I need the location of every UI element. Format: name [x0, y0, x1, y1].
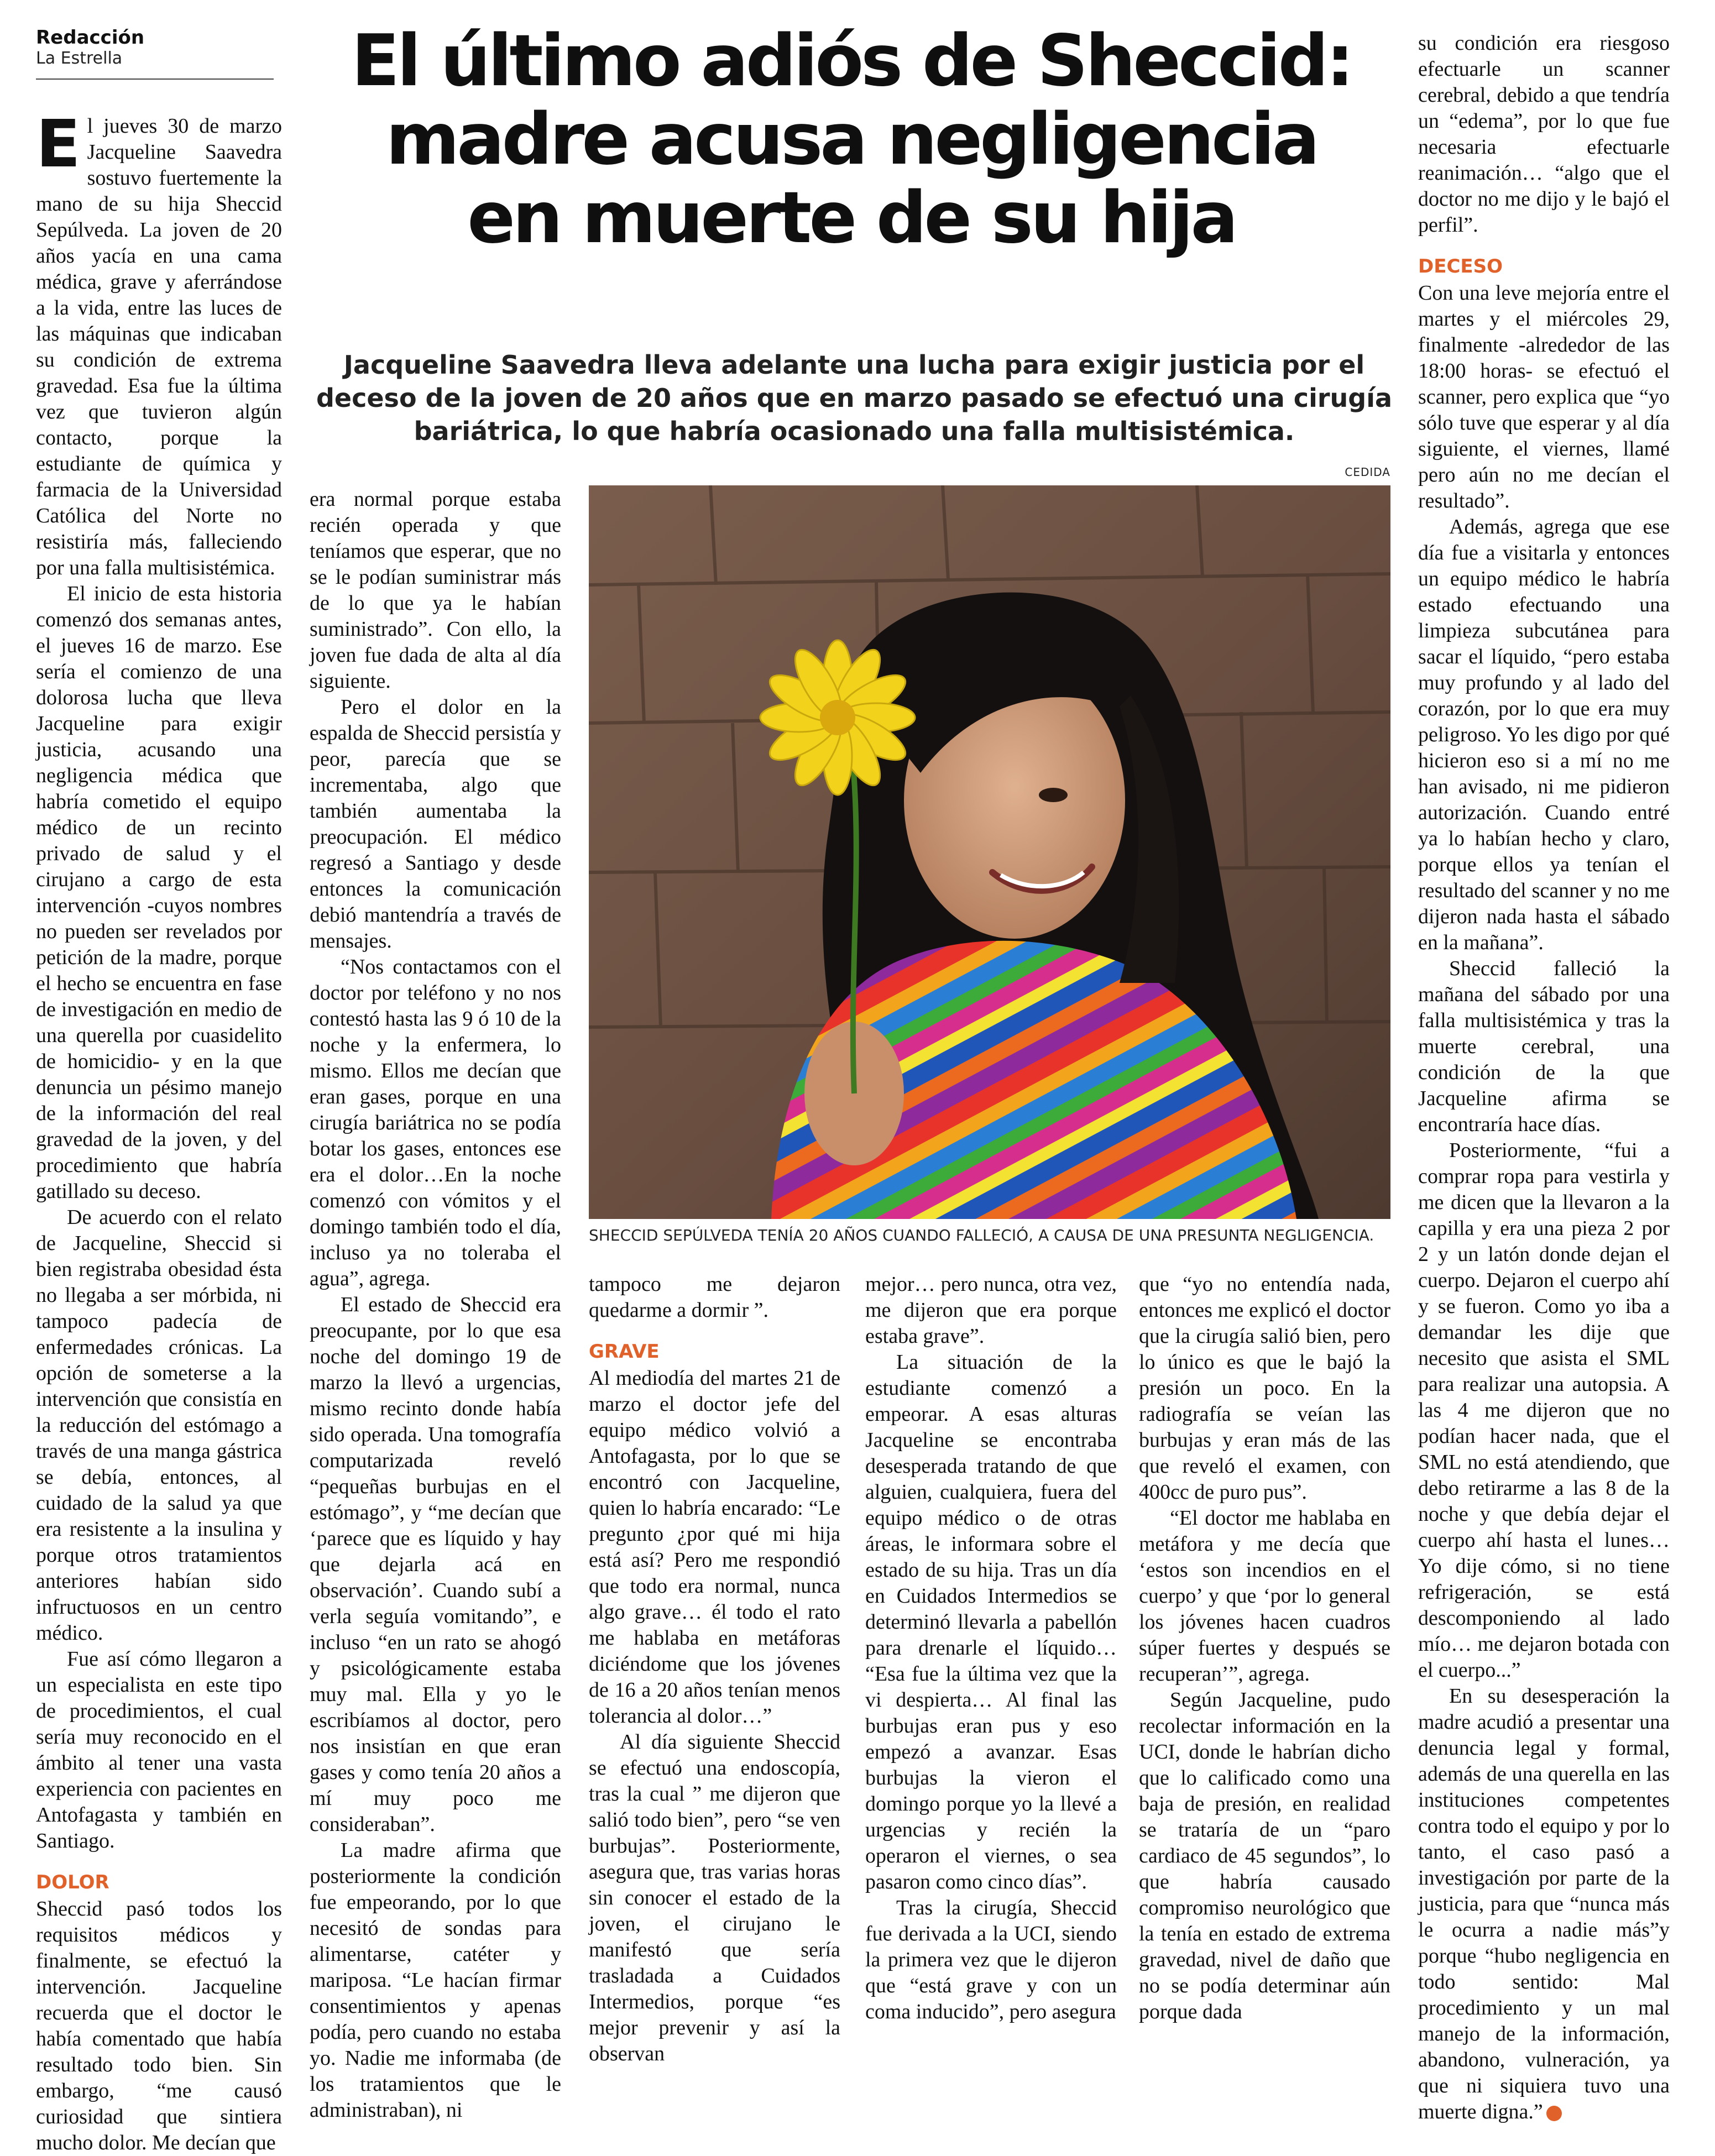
drop-cap: E — [36, 106, 81, 182]
end-of-article-icon: ✪ — [1546, 2106, 1562, 2121]
article-photo — [589, 485, 1390, 1219]
article-column-6 — [1418, 30, 1670, 2125]
paragraph: La madre afirma que posteriormente la condición fue empeorando, por lo que necesitó de sondas para alimentarse, catéter y mariposa. “Le hacían firmar consentimientos y apenas podía, pero cuando no estaba yo. Nadie me informaba (de los tratamientos que le administraban), ni — [310, 1839, 561, 2122]
paragraph: su condición era riesgoso efectuarle un scanner cerebral, debido a que tendría un “edema”, por lo que fue necesaria efectuarle reanimación… “algo que el doctor no me dijo y le bajó el perfil”. — [1418, 32, 1670, 237]
article-column-1 — [36, 106, 282, 2156]
section-heading-grave: GRAVE — [589, 1341, 660, 1363]
paragraph: Sheccid pasó todos los requisitos médicos y finalmente, se efectuó la intervención. Jacqueline recuerda que el doctor le había comentado que había resultado todo bien. Sin embargo, “me causó curiosidad que sintiera mucho dolor. Me decían que — [36, 1897, 282, 2154]
paragraph: Posteriormente, “fui a comprar ropa para vestirla y me dicen que la llevaron a la capilla y era una pieza 2 por 2 y un latón donde dejan el cuerpo. Dejaron el cuerpo ahí y se fueron. Como yo iba a demandar les dije que necesito que asista el SML para realizar una autopsia. A las 4 me dijeron que no podían hacer nada, que el SML no está atendiendo, que debo retirarme a las 8 de la noche y que debía dejar el cuerpo ahí hasta el lunes… Yo dije cómo, si no tiene refrigeración, se está descomponiendo al lado mío… me dejaron botada con el cuerpo...” — [1418, 1139, 1670, 1682]
author-name: Redacción — [36, 27, 145, 49]
publication-name: La Estrella — [36, 49, 123, 68]
paragraph-text: En su desesperación la madre acudió a presentar una denuncia legal y formal, además de una querella en las instituciones competentes contra todo el equipo y por lo tanto, el caso pasó a investigación por parte de la justicia, para que “nunca más le ocurra a nadie más”y porque “hubo negligencia en todo sentido: Mal procedimiento y un mal manejo de la información, abandono, vulneración, ya que ni siquiera tuvo una muerte digna.” — [1418, 1684, 1670, 2123]
byline — [36, 27, 274, 80]
paragraph: tampoco me dejaron quedarme a dormir ”. — [589, 1273, 840, 1322]
paragraph: mejor… pero nunca, otra vez, me dijeron que era porque estaba grave”. — [865, 1273, 1117, 1348]
deck-subtitle: Jacqueline Saavedra lleva adelante una lucha para exigir justicia por el deceso de la joven de 20 años que en marzo pasado se efectuó una cirugía bariátrica, lo que habría ocasionado una falla multisistémica. — [316, 350, 1393, 446]
headline-line-1: El último adiós de Sheccid: — [351, 20, 1352, 102]
article-column-4 — [865, 1271, 1117, 2025]
paragraph — [1418, 1683, 1670, 2125]
paragraph: Al mediodía del martes 21 de marzo el doctor jefe del equipo médico volvió a Antofagasta, por lo que se encontró con Jacqueline, quien lo habría encarado: “Le pregunto ¿por qué mi hija está así? Pero me respondió que todo era normal, nunca algo grave… él todo el rato me hablaba en metáforas diciéndome que los jóvenes de 16 a 20 años tenían menos tolerancia al dolor…” — [589, 1367, 840, 1728]
article-column-2 — [310, 486, 561, 2123]
headline-line-3: en muerte de su hija — [467, 177, 1236, 259]
paragraph: Según Jacqueline, pudo recolectar información en la UCI, donde le habrían dicho que lo calificado como una baja de presión, en realidad se trataría de un “paro cardiaco de 45 segundos”, lo que habría causado compromiso neurológico que la tenía en estado de extrema gravedad, nivel de daño que no se podía determinar aún porque dada — [1139, 1688, 1390, 2023]
paragraph: que “yo no entendía nada, entonces me explicó el doctor que la cirugía salió bien, pero lo único es que le bajó la presión un poco. En la radiografía se veían las burbujas y eran más de las que reveló el examen, con 400cc de puro pus”. — [1139, 1273, 1390, 1504]
paragraph: Con una leve mejoría entre el martes y el miércoles 29, finalmente -alrededor de las 18:00 horas- se efectuó el scanner, pero explica que “yo sólo tuve que esperar y al día siguiente, el viernes, llamé pero aún no me decían el resultado”. — [1418, 281, 1670, 512]
paragraph: De acuerdo con el relato de Jacqueline, Sheccid si bien registraba obesidad ésta no llegaba a ser mórbida, ni tampoco padecía de enfermedades crónicas. La opción de someterse a la intervención que consistía en la reducción del estómago a través de una manga gástrica se debía, entonces, al cuidado de la salud ya que era resistente a la insulina y porque otros tratamientos anteriores habían sido infructuosos en un centro médico. — [36, 1206, 282, 1645]
paragraph: “El doctor me hablaba en metáfora y me decía que ‘estos son incendios en el cuerpo’ y que ‘por lo general los jóvenes hacen cuadros súper fuertes y después se recuperan’”, agrega. — [1139, 1506, 1390, 1686]
section-heading-dolor: DOLOR — [36, 1871, 109, 1893]
photo-credit: CEDIDA — [1345, 465, 1390, 479]
paragraph: El inicio de esta historia comenzó dos semanas antes, el jueves 16 de marzo. Ese sería el comienzo de una dolorosa lucha que lleva Jacqueline para exigir justicia, acusando una negligencia médica que habría cometido el equipo médico de un recinto privado de salud y el cirujano a cargo de esta intervención -cuyos nombres no pueden ser revelados por petición de la madre, porque el hecho se encuentra en fase de investigación en medio de una querella por cuasidelito de homicidio- y en la que denuncia un pésimo manejo de la información del real gravedad de la joven, y del procedimiento que habría gatillado su deceso. — [36, 582, 282, 1203]
article-column-3 — [589, 1271, 840, 2067]
photo-caption: SHECCID SEPÚLVEDA TENÍA 20 AÑOS CUANDO FALLECIÓ, A CAUSA DE UNA PRESUNTA NEGLIGENCIA. — [589, 1226, 1374, 1244]
article-column-5 — [1139, 1271, 1390, 2025]
section-heading-deceso: DECESO — [1418, 255, 1503, 278]
headline-line-2: madre acusa negligencia — [385, 98, 1317, 181]
paragraph: El estado de Sheccid era preocupante, por lo que esa noche del domingo 19 de marzo la llevó a urgencias, mismo recinto donde había sido operada. Una tomografía computarizada reveló “pequeñas burbujas en el estómago”, y “me decían que ‘parece que es líquido y hay que dejarla acá en observación’. Cuando subí a verla seguía vomitando”, e incluso “en un rato se ahogó y psicológicamente estaba muy mal. Ella y yo le escribíamos al doctor, pero nos insistían en que eran gases y como tenía 20 años a mí muy poco me consideraban”. — [310, 1293, 561, 1836]
paragraph: Al día siguiente Sheccid se efectuó una endoscopía, tras la cual ” me dijeron que salió todo bien”, pero “se ven burbujas”. Posteriormente, asegura que, tras varias horas sin conocer el estado de la joven, el cirujano le manifestó que sería trasladada a Cuidados Intermedios, porque “es mejor prevenir y así la observan — [589, 1730, 840, 2065]
paragraph: era normal porque estaba recién operada y que teníamos que esperar, que no se le podían suministrar más de lo que ya le habían suministrado”. Con ello, la joven fue dada de alta al día siguiente. — [310, 488, 561, 693]
paragraph: Fue así cómo llegaron a un especialista en este tipo de procedimientos, el cual sería muy reconocido en el ámbito al tener una vasta experiencia con pacientes en Antofagasta y también en Santiago. — [36, 1647, 282, 1853]
headline — [299, 22, 1404, 258]
paragraph: Además, agrega que ese día fue a visitarla y entonces un equipo médico le habría estado efectuando una limpieza subcutánea para sacar el líquido, “pero estaba muy profundo y al lado del corazón, por lo que era muy peligroso. Yo les digo por qué hicieron eso si a mí no me han avisado, ni me pidieron autorización. Cuando entré ya lo habían hecho y claro, porque ellos ya tenían el resultado del scanner y no me dijeron nada hasta el sábado en la mañana”. — [1418, 515, 1670, 954]
paragraph: Pero el dolor en la espalda de Sheccid persistía y peor, parecía que se incrementaba, algo que también aumentaba la preocupación. El médico regresó a Santiago y desde entonces la comunicación debió mantendría a través de mensajes. — [310, 695, 561, 953]
paragraph: l jueves 30 de marzo Jacqueline Saavedra sostuvo fuertemente la mano de su hija Sheccid Sepúlveda. La joven de 20 años yacía en una cama médica, grave y aferrándose a la vida, entre las luces de las máquinas que indicaban su condición de extrema gravedad. Esa fue la última vez que tuvieron algún contacto, porque la estudiante de química y farmacia de la Universidad Católica del Norte no resistiría más, falleciendo por una falla multisistémica. — [36, 114, 282, 579]
paragraph: Sheccid falleció la mañana del sábado por una falla multisistémica y tras la muerte cerebral, una condición de la que Jacqueline afirma se encontraría hace días. — [1418, 957, 1670, 1136]
paragraph: La situación de la estudiante comenzó a empeorar. A esas alturas Jacqueline se encontraba desesperada tratando de que alguien, cualquiera, fuera del equipo médico o de otras áreas, le informara sobre el estado de su hija. Tras un día en Cuidados Intermedios se determinó llevarla a pabellón para drenarle el líquido… “Esa fue la última vez que la vi despierta… Al final las burbujas eran pus y eso empezó a avanzar. Esas burbujas la vieron el domingo porque yo la llevé a urgencias y recién la operaron el viernes, o sea pasaron como cinco días”. — [865, 1351, 1117, 1893]
paragraph: “Nos contactamos con el doctor por teléfono y no nos contestó hasta las 9 ó 10 de la noche y la enfermera, lo mismo. Ellos me decían que eran gases, porque en una cirugía bariátrica no se podía botar los gases, entonces ese era el dolor…En la noche comenzó con vómitos y el domingo también todo el día, incluso ya no toleraba el agua”, agrega. — [310, 955, 561, 1290]
paragraph: Tras la cirugía, Sheccid fue derivada a la UCI, siendo la primera vez que le dijeron que “está grave y con un coma inducido”, pero asegura — [865, 1896, 1117, 2023]
